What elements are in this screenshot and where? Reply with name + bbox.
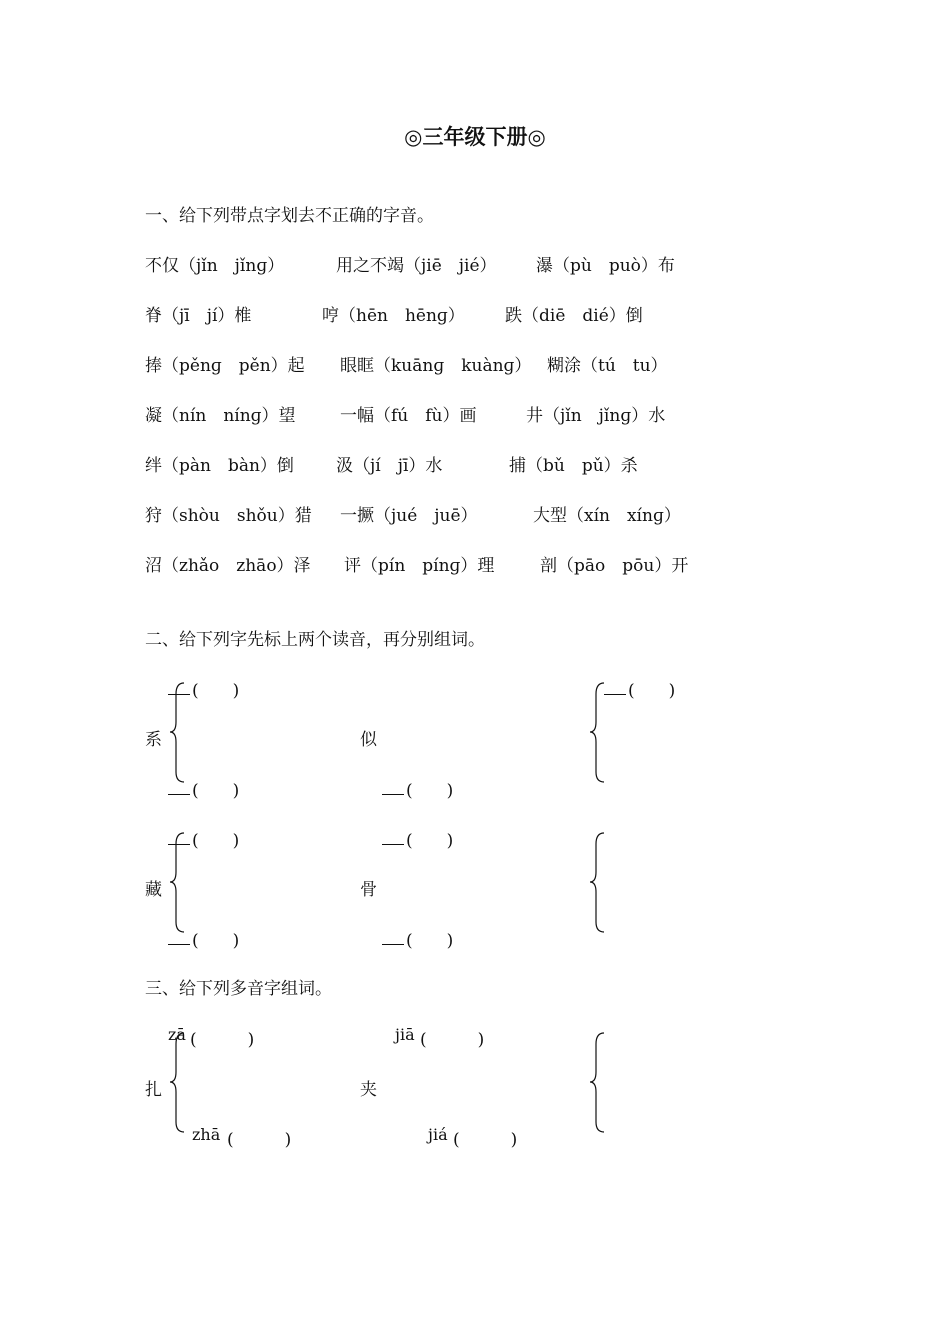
answer-line: [168, 694, 190, 695]
answer-slot[interactable]: ( ): [192, 781, 240, 801]
answer-line: [604, 694, 626, 695]
answer-line: [382, 844, 404, 845]
page-title: ◎三年级下册◎: [404, 124, 546, 149]
section1-heading: 一、给下列带点字划去不正确的字音。: [145, 206, 434, 226]
answer-slot[interactable]: ( ): [192, 931, 240, 951]
brace-icon: [168, 680, 192, 785]
answer-slot[interactable]: ( ): [192, 831, 240, 851]
polyphone-char: 系: [145, 730, 162, 750]
reading-label: jiā: [395, 1025, 415, 1044]
brace-icon: [168, 830, 192, 935]
pinyin-item: 糊涂（tú tu）: [547, 356, 668, 376]
answer-line: [382, 794, 404, 795]
pinyin-item: 井（jǐn jǐnɡ）水: [526, 406, 666, 426]
answer-line: [168, 944, 190, 945]
pinyin-item: 瀑（pù può）布: [536, 256, 675, 276]
pinyin-item: 一撅（jué juē）: [340, 506, 478, 526]
answer-slot[interactable]: ( ): [406, 931, 454, 951]
answer-line: [168, 844, 190, 845]
pinyin-item: 狩（shòu shǒu）猎: [145, 506, 312, 526]
pinyin-item: 不仅（jǐn jǐnɡ）: [145, 256, 285, 276]
brace-icon: [588, 830, 612, 935]
pinyin-item: 捕（bǔ pǔ）杀: [509, 456, 638, 476]
pinyin-item: 汲（jí jī）水: [336, 456, 443, 476]
answer-slot[interactable]: ( ): [420, 1030, 485, 1050]
pinyin-item: 一幅（fú fù）画: [340, 406, 477, 426]
brace-icon: [588, 680, 612, 785]
section2-heading: 二、给下列字先标上两个读音，再分别组词。: [145, 630, 485, 650]
answer-line: [382, 944, 404, 945]
polyphone-char: 扎: [145, 1080, 162, 1100]
answer-slot[interactable]: ( ): [190, 1030, 255, 1050]
polyphone-char: 夹: [360, 1080, 377, 1100]
pinyin-item: 用之不竭（jiē jié）: [336, 256, 497, 276]
pinyin-item: 绊（pàn bàn）倒: [145, 456, 294, 476]
pinyin-item: 跌（diē dié）倒: [505, 306, 643, 326]
answer-slot[interactable]: ( ): [192, 681, 240, 701]
pinyin-item: 评（pín pínɡ）理: [344, 556, 495, 576]
answer-slot[interactable]: ( ): [453, 1130, 518, 1150]
answer-line: [168, 794, 190, 795]
answer-slot[interactable]: ( ): [628, 681, 676, 701]
pinyin-item: 剖（pāo pōu）开: [540, 556, 689, 576]
pinyin-item: 凝（nín nínɡ）望: [145, 406, 296, 426]
answer-slot[interactable]: ( ): [406, 831, 454, 851]
section3-heading: 三、给下列多音字组词。: [145, 979, 332, 999]
polyphone-char: 似: [360, 730, 377, 750]
brace-icon: [168, 1030, 192, 1135]
pinyin-item: 眼眶（kuānɡ kuànɡ）: [340, 356, 532, 376]
reading-label: jiá: [428, 1125, 448, 1144]
polyphone-char: 骨: [360, 880, 377, 900]
brace-icon: [588, 1030, 612, 1135]
answer-slot[interactable]: ( ): [227, 1130, 292, 1150]
pinyin-item: 大型（xín xínɡ）: [533, 506, 681, 526]
reading-label: zhā: [192, 1125, 221, 1144]
answer-slot[interactable]: ( ): [406, 781, 454, 801]
pinyin-item: 捧（pěnɡ pěn）起: [145, 356, 305, 376]
polyphone-char: 藏: [145, 880, 162, 900]
pinyin-item: 脊（jī jí）椎: [145, 306, 252, 326]
pinyin-item: 哼（hēn hēnɡ）: [322, 306, 465, 326]
pinyin-item: 沼（zhǎo zhāo）泽: [145, 556, 311, 576]
reading-label: zā: [168, 1025, 186, 1044]
